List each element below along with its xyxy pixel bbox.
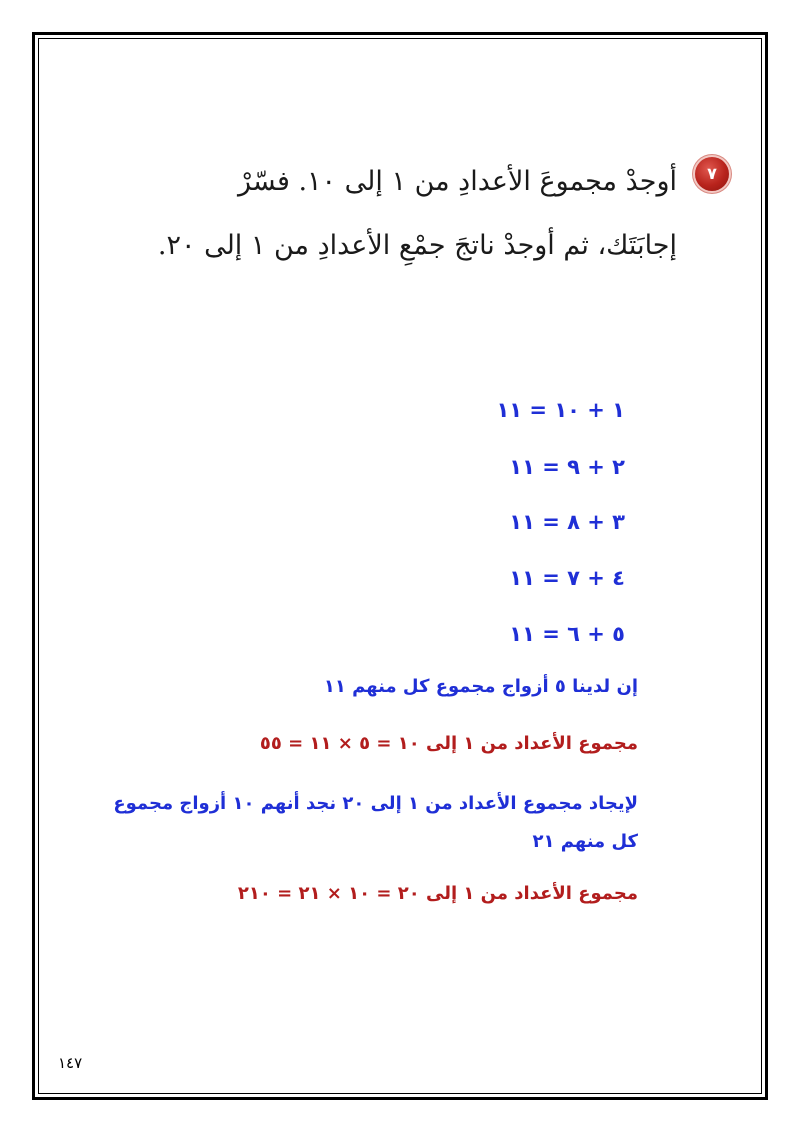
page-number: ١٤٧ [58, 1054, 83, 1072]
pair-equation-2: ٢ + ٩ = ١١ [509, 455, 625, 479]
exercise-number-badge: ٧ [695, 157, 729, 191]
pair-equation-3: ٣ + ٨ = ١١ [509, 510, 625, 534]
pair-equation-1: ١ + ١٠ = ١١ [496, 398, 625, 422]
sum-1-to-10: مجموع الأعداد من ١ إلى ١٠ = ٥ × ١١ = ٥٥ [259, 733, 638, 754]
pairs-explanation: إن لدينا ٥ أزواج مجموع كل منهم ١١ [323, 676, 638, 697]
pair-equation-5: ٥ + ٦ = ١١ [509, 622, 625, 646]
exercise-question: أوجدْ مجموعَ الأعدادِ من ١ إلى ١٠. فسّرْ إجابَتَك، ثم أوجدْ ناتجَ جمْعِ الأعدادِ من ١ إلى ٢٠. [157, 166, 677, 261]
explanation-1-to-20: لإيجاد مجموع الأعداد من ١ إلى ٢٠ نجد أنهم ١٠ أزواج مجموع كل منهم ٢١ [113, 793, 638, 852]
pair-equation-4: ٤ + ٧ = ١١ [509, 566, 625, 590]
sum-1-to-20: مجموع الأعداد من ١ إلى ٢٠ = ١٠ × ٢١ = ٢١٠ [237, 883, 638, 904]
